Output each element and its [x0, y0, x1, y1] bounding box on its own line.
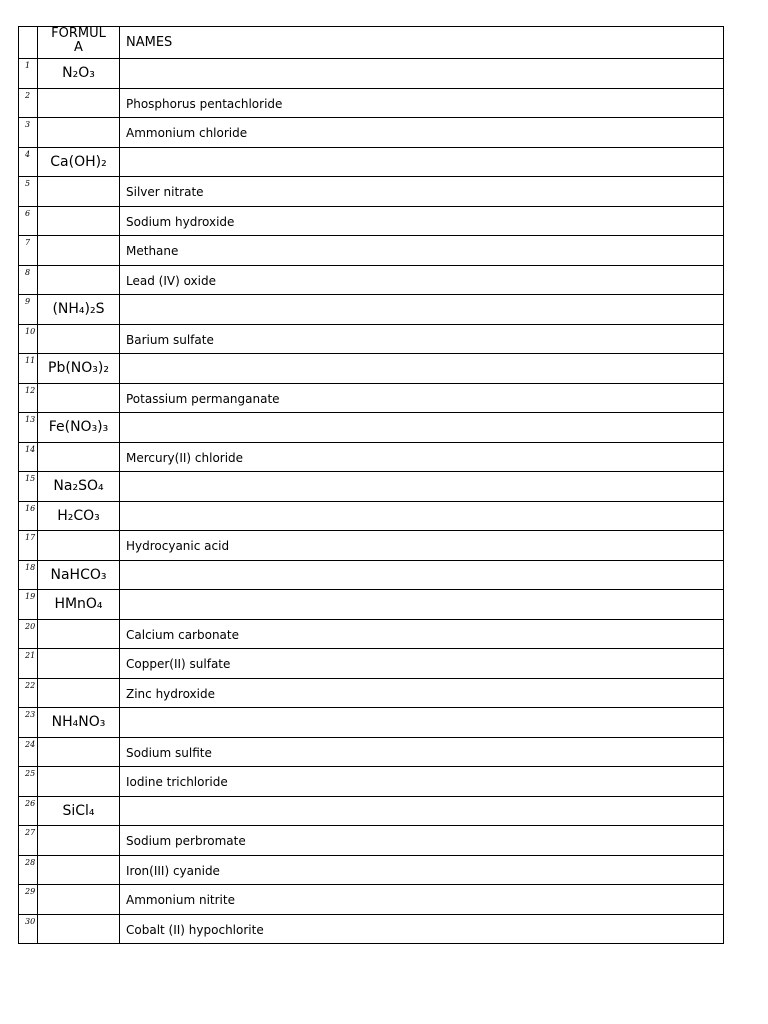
table-row — [19, 88, 724, 118]
row-number-cell — [19, 708, 38, 738]
formula-cell — [38, 295, 120, 325]
formula-text: HMnO₄ — [54, 596, 103, 612]
row-number-cell — [19, 354, 38, 384]
row-number: 18 — [25, 562, 36, 572]
formula-text: Na₂SO₄ — [53, 478, 104, 494]
formula-cell — [38, 147, 120, 177]
formula-cell — [38, 560, 120, 590]
formula-text — [38, 531, 119, 537]
name-cell — [120, 619, 724, 649]
header-names-label: NAMES — [126, 35, 173, 50]
formula-cell — [38, 826, 120, 856]
compound-name: Ammonium nitrite — [126, 893, 235, 907]
formula-cell — [38, 354, 120, 384]
formula-text: N₂O₃ — [62, 65, 95, 81]
row-number: 16 — [25, 503, 36, 513]
table-row — [19, 147, 724, 177]
header-row — [19, 27, 724, 59]
table-row — [19, 708, 724, 738]
row-number-cell — [19, 914, 38, 944]
row-number: 15 — [25, 474, 36, 483]
name-cell — [120, 177, 724, 207]
compound-name: Methane — [126, 244, 179, 258]
row-number-cell — [19, 177, 38, 207]
name-cell — [120, 295, 724, 325]
name-cell — [120, 236, 724, 266]
compound-name: Calcium carbonate — [126, 627, 239, 642]
formula-text — [38, 236, 119, 242]
row-number: 24 — [25, 739, 36, 749]
formula-text — [38, 443, 119, 449]
compound-name: Iodine trichloride — [126, 775, 228, 789]
formula-text — [38, 826, 119, 832]
compound-name — [120, 354, 723, 362]
formula-cell — [38, 265, 120, 295]
compound-name — [120, 502, 723, 510]
header-formula-cell — [38, 27, 120, 59]
formula-cell — [38, 88, 120, 118]
table-row — [19, 737, 724, 767]
formula-cell — [38, 649, 120, 679]
row-number: 12 — [25, 385, 36, 395]
row-number: 21 — [25, 651, 36, 660]
row-number: 6 — [25, 208, 31, 218]
table-row — [19, 678, 724, 708]
row-number-cell — [19, 796, 38, 826]
table-row — [19, 767, 724, 797]
row-number: 30 — [25, 916, 36, 926]
formula-names-table — [18, 26, 724, 944]
row-number-cell — [19, 118, 38, 148]
table-row — [19, 560, 724, 590]
compound-name — [120, 797, 723, 805]
name-cell — [120, 914, 724, 944]
name-cell — [120, 708, 724, 738]
formula-cell — [38, 177, 120, 207]
formula-text — [38, 679, 119, 685]
formula-text — [38, 620, 119, 626]
row-number: 17 — [25, 533, 36, 542]
table-row — [19, 472, 724, 502]
compound-name: Sodium hydroxide — [126, 214, 235, 229]
formula-text — [38, 885, 119, 891]
table-row — [19, 324, 724, 354]
table-row — [19, 413, 724, 443]
compound-name: Sodium sulfite — [126, 745, 212, 760]
formula-cell — [38, 767, 120, 797]
compound-name: Lead (IV) oxide — [126, 273, 216, 288]
compound-name — [120, 148, 723, 156]
formula-cell — [38, 472, 120, 502]
formula-cell — [38, 590, 120, 620]
row-number-cell — [19, 88, 38, 118]
row-number-cell — [19, 147, 38, 177]
table-row — [19, 826, 724, 856]
row-number-cell — [19, 383, 38, 413]
header-names-cell — [120, 27, 724, 59]
row-number-cell — [19, 531, 38, 561]
row-number: 3 — [25, 120, 31, 129]
name-cell — [120, 767, 724, 797]
name-cell — [120, 265, 724, 295]
row-number-cell — [19, 826, 38, 856]
row-number: 11 — [25, 356, 36, 365]
name-cell — [120, 590, 724, 620]
formula-cell — [38, 678, 120, 708]
compound-name: Copper(II) sulfate — [126, 657, 231, 671]
row-number: 19 — [25, 592, 36, 601]
row-number-cell — [19, 590, 38, 620]
table-row — [19, 236, 724, 266]
compound-name — [120, 561, 723, 569]
row-number: 28 — [25, 857, 36, 867]
formula-text — [38, 384, 119, 390]
compound-name: Phosphorus pentachloride — [126, 96, 283, 111]
name-cell — [120, 147, 724, 177]
row-number: 13 — [25, 415, 36, 424]
row-number-cell — [19, 206, 38, 236]
row-number-cell — [19, 295, 38, 325]
row-number: 22 — [25, 680, 36, 690]
formula-text: Pb(NO₃)₂ — [48, 360, 109, 376]
table-row — [19, 531, 724, 561]
formula-cell — [38, 855, 120, 885]
formula-cell — [38, 796, 120, 826]
row-number: 26 — [25, 798, 36, 808]
compound-name: Mercury(II) chloride — [126, 450, 244, 465]
table-row — [19, 590, 724, 620]
row-number-cell — [19, 59, 38, 89]
table-row — [19, 914, 724, 944]
table-row — [19, 501, 724, 531]
name-cell — [120, 383, 724, 413]
formula-cell — [38, 324, 120, 354]
name-cell — [120, 737, 724, 767]
formula-text — [38, 767, 119, 773]
table-body — [19, 27, 724, 944]
name-cell — [120, 118, 724, 148]
formula-text: H₂CO₃ — [57, 507, 100, 524]
table-row — [19, 383, 724, 413]
name-cell — [120, 324, 724, 354]
compound-name — [120, 708, 723, 716]
formula-cell — [38, 914, 120, 944]
row-number-cell — [19, 855, 38, 885]
name-cell — [120, 649, 724, 679]
compound-name — [120, 472, 723, 480]
table-row — [19, 796, 724, 826]
row-number: 14 — [25, 444, 36, 454]
formula-cell — [38, 383, 120, 413]
row-number: 5 — [25, 179, 31, 188]
formula-text — [38, 207, 119, 213]
row-number-cell — [19, 265, 38, 295]
row-number-cell — [19, 501, 38, 531]
name-cell — [120, 413, 724, 443]
table-row — [19, 354, 724, 384]
formula-text: Ca(OH)₂ — [50, 153, 107, 170]
formula-cell — [38, 885, 120, 915]
name-cell — [120, 826, 724, 856]
table-row — [19, 295, 724, 325]
formula-cell — [38, 413, 120, 443]
formula-text — [38, 266, 119, 272]
row-number-cell — [19, 678, 38, 708]
formula-cell — [38, 59, 120, 89]
row-number-cell — [19, 885, 38, 915]
row-number: 20 — [25, 621, 36, 631]
formula-text — [38, 325, 119, 331]
name-cell — [120, 88, 724, 118]
row-number-cell — [19, 236, 38, 266]
formula-cell — [38, 708, 120, 738]
name-cell — [120, 472, 724, 502]
row-number: 8 — [25, 267, 31, 277]
table-row — [19, 177, 724, 207]
row-number-cell — [19, 324, 38, 354]
row-number: 29 — [25, 887, 36, 896]
name-cell — [120, 531, 724, 561]
formula-cell — [38, 501, 120, 531]
row-number: 1 — [25, 61, 31, 70]
compound-name — [120, 59, 723, 67]
formula-text: SiCl₄ — [62, 802, 95, 819]
compound-name — [120, 413, 723, 421]
formula-text: NaHCO₃ — [50, 566, 107, 583]
table-row — [19, 59, 724, 89]
row-number-cell — [19, 472, 38, 502]
row-number: 2 — [25, 90, 31, 100]
formula-cell — [38, 442, 120, 472]
row-number: 23 — [25, 710, 36, 719]
table-row — [19, 619, 724, 649]
formula-text — [38, 89, 119, 95]
name-cell — [120, 796, 724, 826]
compound-name: Hydrocyanic acid — [126, 539, 230, 553]
name-cell — [120, 442, 724, 472]
name-cell — [120, 855, 724, 885]
table-row — [19, 442, 724, 472]
table-row — [19, 855, 724, 885]
name-cell — [120, 560, 724, 590]
table-row — [19, 885, 724, 915]
name-cell — [120, 501, 724, 531]
name-cell — [120, 354, 724, 384]
formula-cell — [38, 531, 120, 561]
formula-text — [38, 856, 119, 862]
row-number: 7 — [25, 238, 31, 247]
formula-text — [38, 649, 119, 655]
row-number: 4 — [25, 149, 31, 159]
compound-name: Iron(III) cyanide — [126, 863, 220, 878]
formula-text — [38, 177, 119, 183]
formula-text: Fe(NO₃)₃ — [48, 419, 109, 435]
compound-name: Barium sulfate — [126, 332, 214, 347]
compound-name — [120, 295, 723, 303]
formula-cell — [38, 236, 120, 266]
row-number-cell — [19, 413, 38, 443]
table-row — [19, 118, 724, 148]
table-row — [19, 206, 724, 236]
compound-name: Silver nitrate — [126, 185, 204, 199]
compound-name: Ammonium chloride — [126, 126, 248, 140]
row-number-cell — [19, 737, 38, 767]
formula-cell — [38, 737, 120, 767]
compound-name — [120, 590, 723, 598]
row-number: 25 — [25, 769, 36, 778]
table-row — [19, 649, 724, 679]
row-number-cell — [19, 560, 38, 590]
row-number-cell — [19, 619, 38, 649]
name-cell — [120, 206, 724, 236]
row-number-cell — [19, 649, 38, 679]
header-number-cell — [19, 27, 38, 59]
compound-name: Cobalt (II) hypochlorite — [126, 922, 264, 937]
compound-name: Potassium permanganate — [126, 391, 280, 406]
formula-cell — [38, 118, 120, 148]
compound-name: Sodium perbromate — [126, 834, 246, 848]
formula-text: NH₄NO₃ — [51, 714, 106, 730]
formula-text — [38, 118, 119, 124]
table-row — [19, 265, 724, 295]
formula-cell — [38, 206, 120, 236]
name-cell — [120, 678, 724, 708]
row-number-cell — [19, 767, 38, 797]
formula-text — [38, 915, 119, 921]
name-cell — [120, 885, 724, 915]
row-number: 27 — [25, 828, 36, 837]
formula-cell — [38, 619, 120, 649]
header-formula-label: FORMULA — [51, 26, 106, 55]
formula-text: (NH₄)₂S — [52, 301, 105, 317]
formula-text — [38, 738, 119, 744]
row-number-cell — [19, 442, 38, 472]
row-number: 10 — [25, 326, 36, 336]
name-cell — [120, 59, 724, 89]
row-number: 9 — [25, 297, 31, 306]
compound-name: Zinc hydroxide — [126, 686, 215, 701]
